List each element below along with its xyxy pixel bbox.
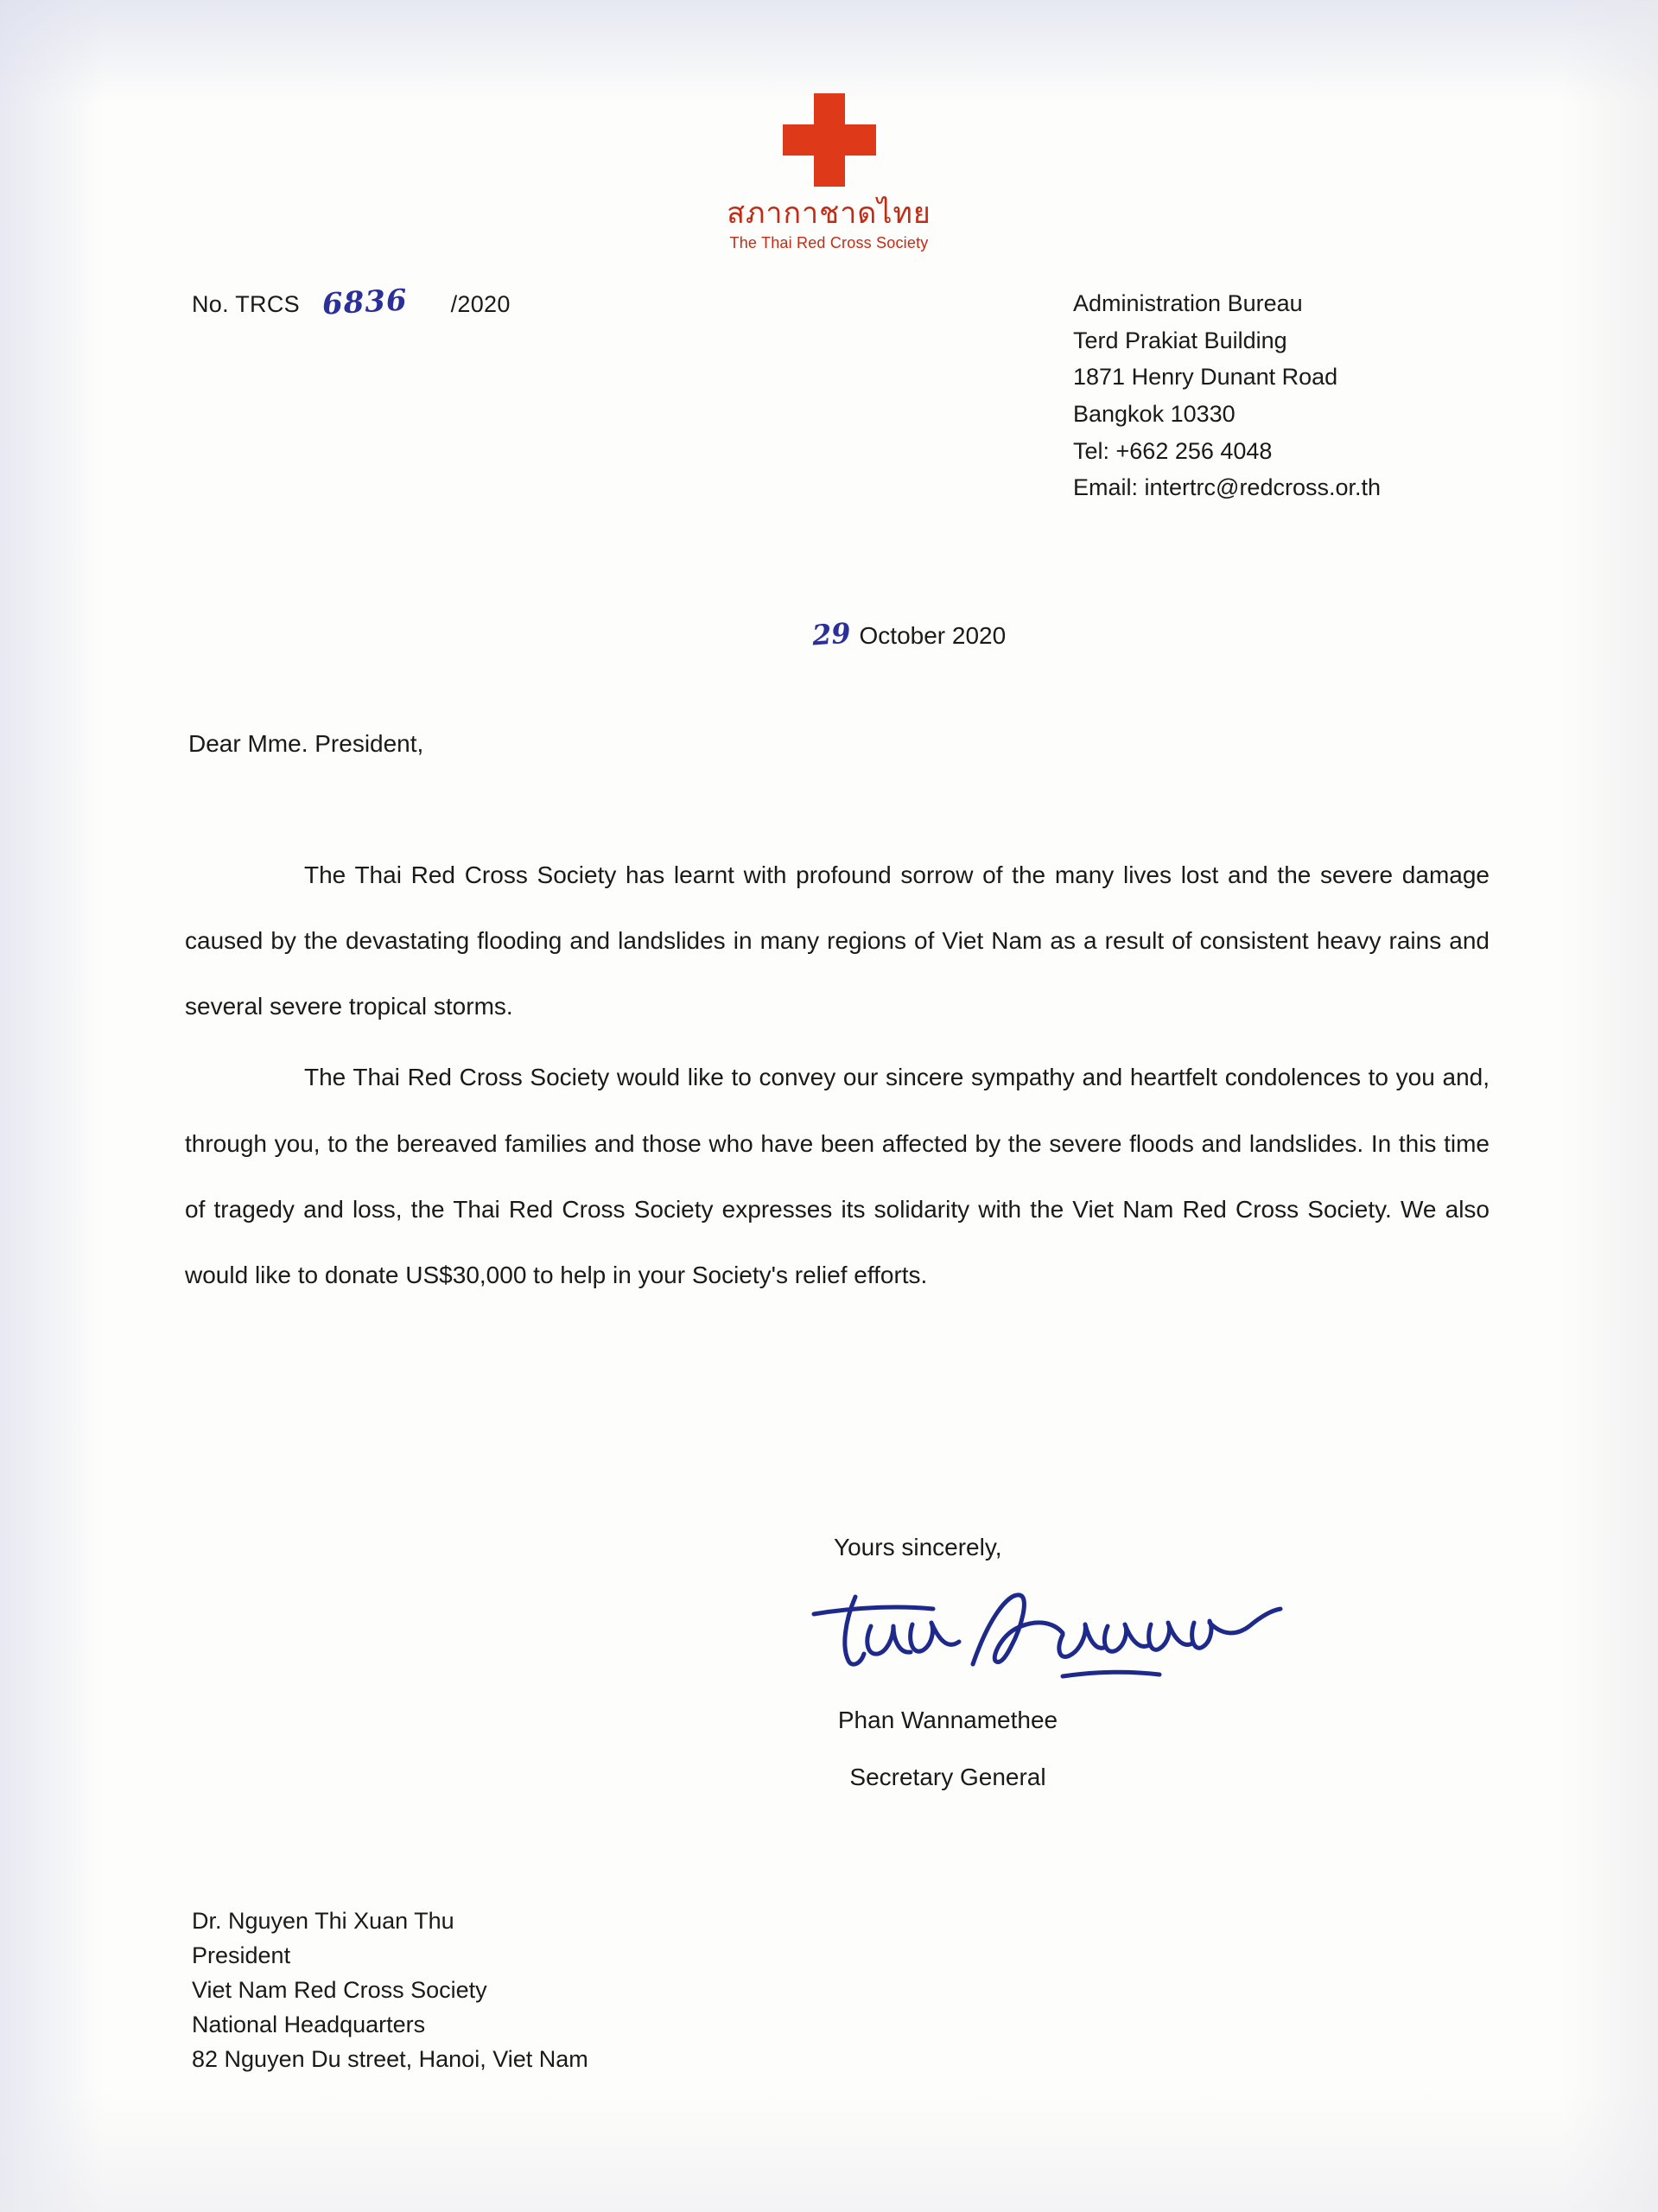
letter-date: [812, 618, 1006, 651]
valediction: Yours sincerely,: [834, 1534, 1002, 1560]
salutation: Dear Mme. President,: [188, 730, 424, 757]
address-line: Bangkok 10330: [1073, 400, 1236, 427]
recipient-organization: Viet Nam Red Cross Society: [192, 1976, 487, 2003]
recipient-office: National Headquarters: [192, 2011, 426, 2037]
sender-address-block: [1073, 285, 1381, 506]
date-month-year: October 2020: [859, 622, 1007, 649]
scan-shading-bottom: [0, 2091, 1658, 2212]
signer-name: Phan Wannamethee: [837, 1707, 1058, 1733]
red-cross-icon: [783, 93, 876, 187]
organization-name-thai: สภากาชาดไทย: [727, 196, 931, 231]
reference-prefix: No. TRCS: [192, 291, 300, 317]
scan-shading-right: [1563, 0, 1658, 2212]
letterhead: [0, 93, 1658, 252]
recipient-title: President: [192, 1942, 291, 1968]
address-line-phone: Tel: +662 256 4048: [1073, 437, 1273, 464]
address-line: Terd Prakiat Building: [1073, 327, 1287, 353]
recipient-address-block: [192, 1904, 588, 2077]
recipient-name: Dr. Nguyen Thi Xuan Thu: [192, 1908, 454, 1934]
reference-year: /2020: [450, 291, 511, 317]
reference-number-line: [192, 285, 511, 320]
address-line: 1871 Henry Dunant Road: [1073, 364, 1338, 391]
letter-body: [185, 842, 1490, 1313]
address-line: Administration Bureau: [1073, 290, 1303, 316]
body-paragraph: The Thai Red Cross Society would like to convey our sincere sympathy and heartfelt condolences to you and, through you, to the bereaved families and those who have been affected by the severe floods and landslides. In this time of tragedy and loss, the Thai Red Cross Society expresses its solidarity with the Viet Nam Red Cross Society. We also would like to donate US$30,000 to help in your Society's relief efforts.: [185, 1064, 1490, 1288]
recipient-street: 82 Nguyen Du street, Hanoi, Viet Nam: [192, 2045, 588, 2072]
signer-title: Secretary General: [849, 1764, 1046, 1790]
reference-number-handwritten: 6836: [321, 283, 409, 322]
signature-image: [804, 1581, 1287, 1685]
address-line-email: Email: intertrc@redcross.or.th: [1073, 474, 1382, 501]
scan-shading-left: [0, 0, 104, 2212]
body-paragraph: The Thai Red Cross Society has learnt with profound sorrow of the many lives lost and the severe damage caused by the devastating flooding and landslides in many regions of Viet Nam as a result of consistent heavy rains and several severe tropical storms.: [185, 861, 1490, 1020]
organization-name-english: The Thai Red Cross Society: [729, 234, 929, 252]
scan-shading-top: [0, 0, 1658, 104]
date-day-handwritten: 29: [810, 616, 852, 652]
